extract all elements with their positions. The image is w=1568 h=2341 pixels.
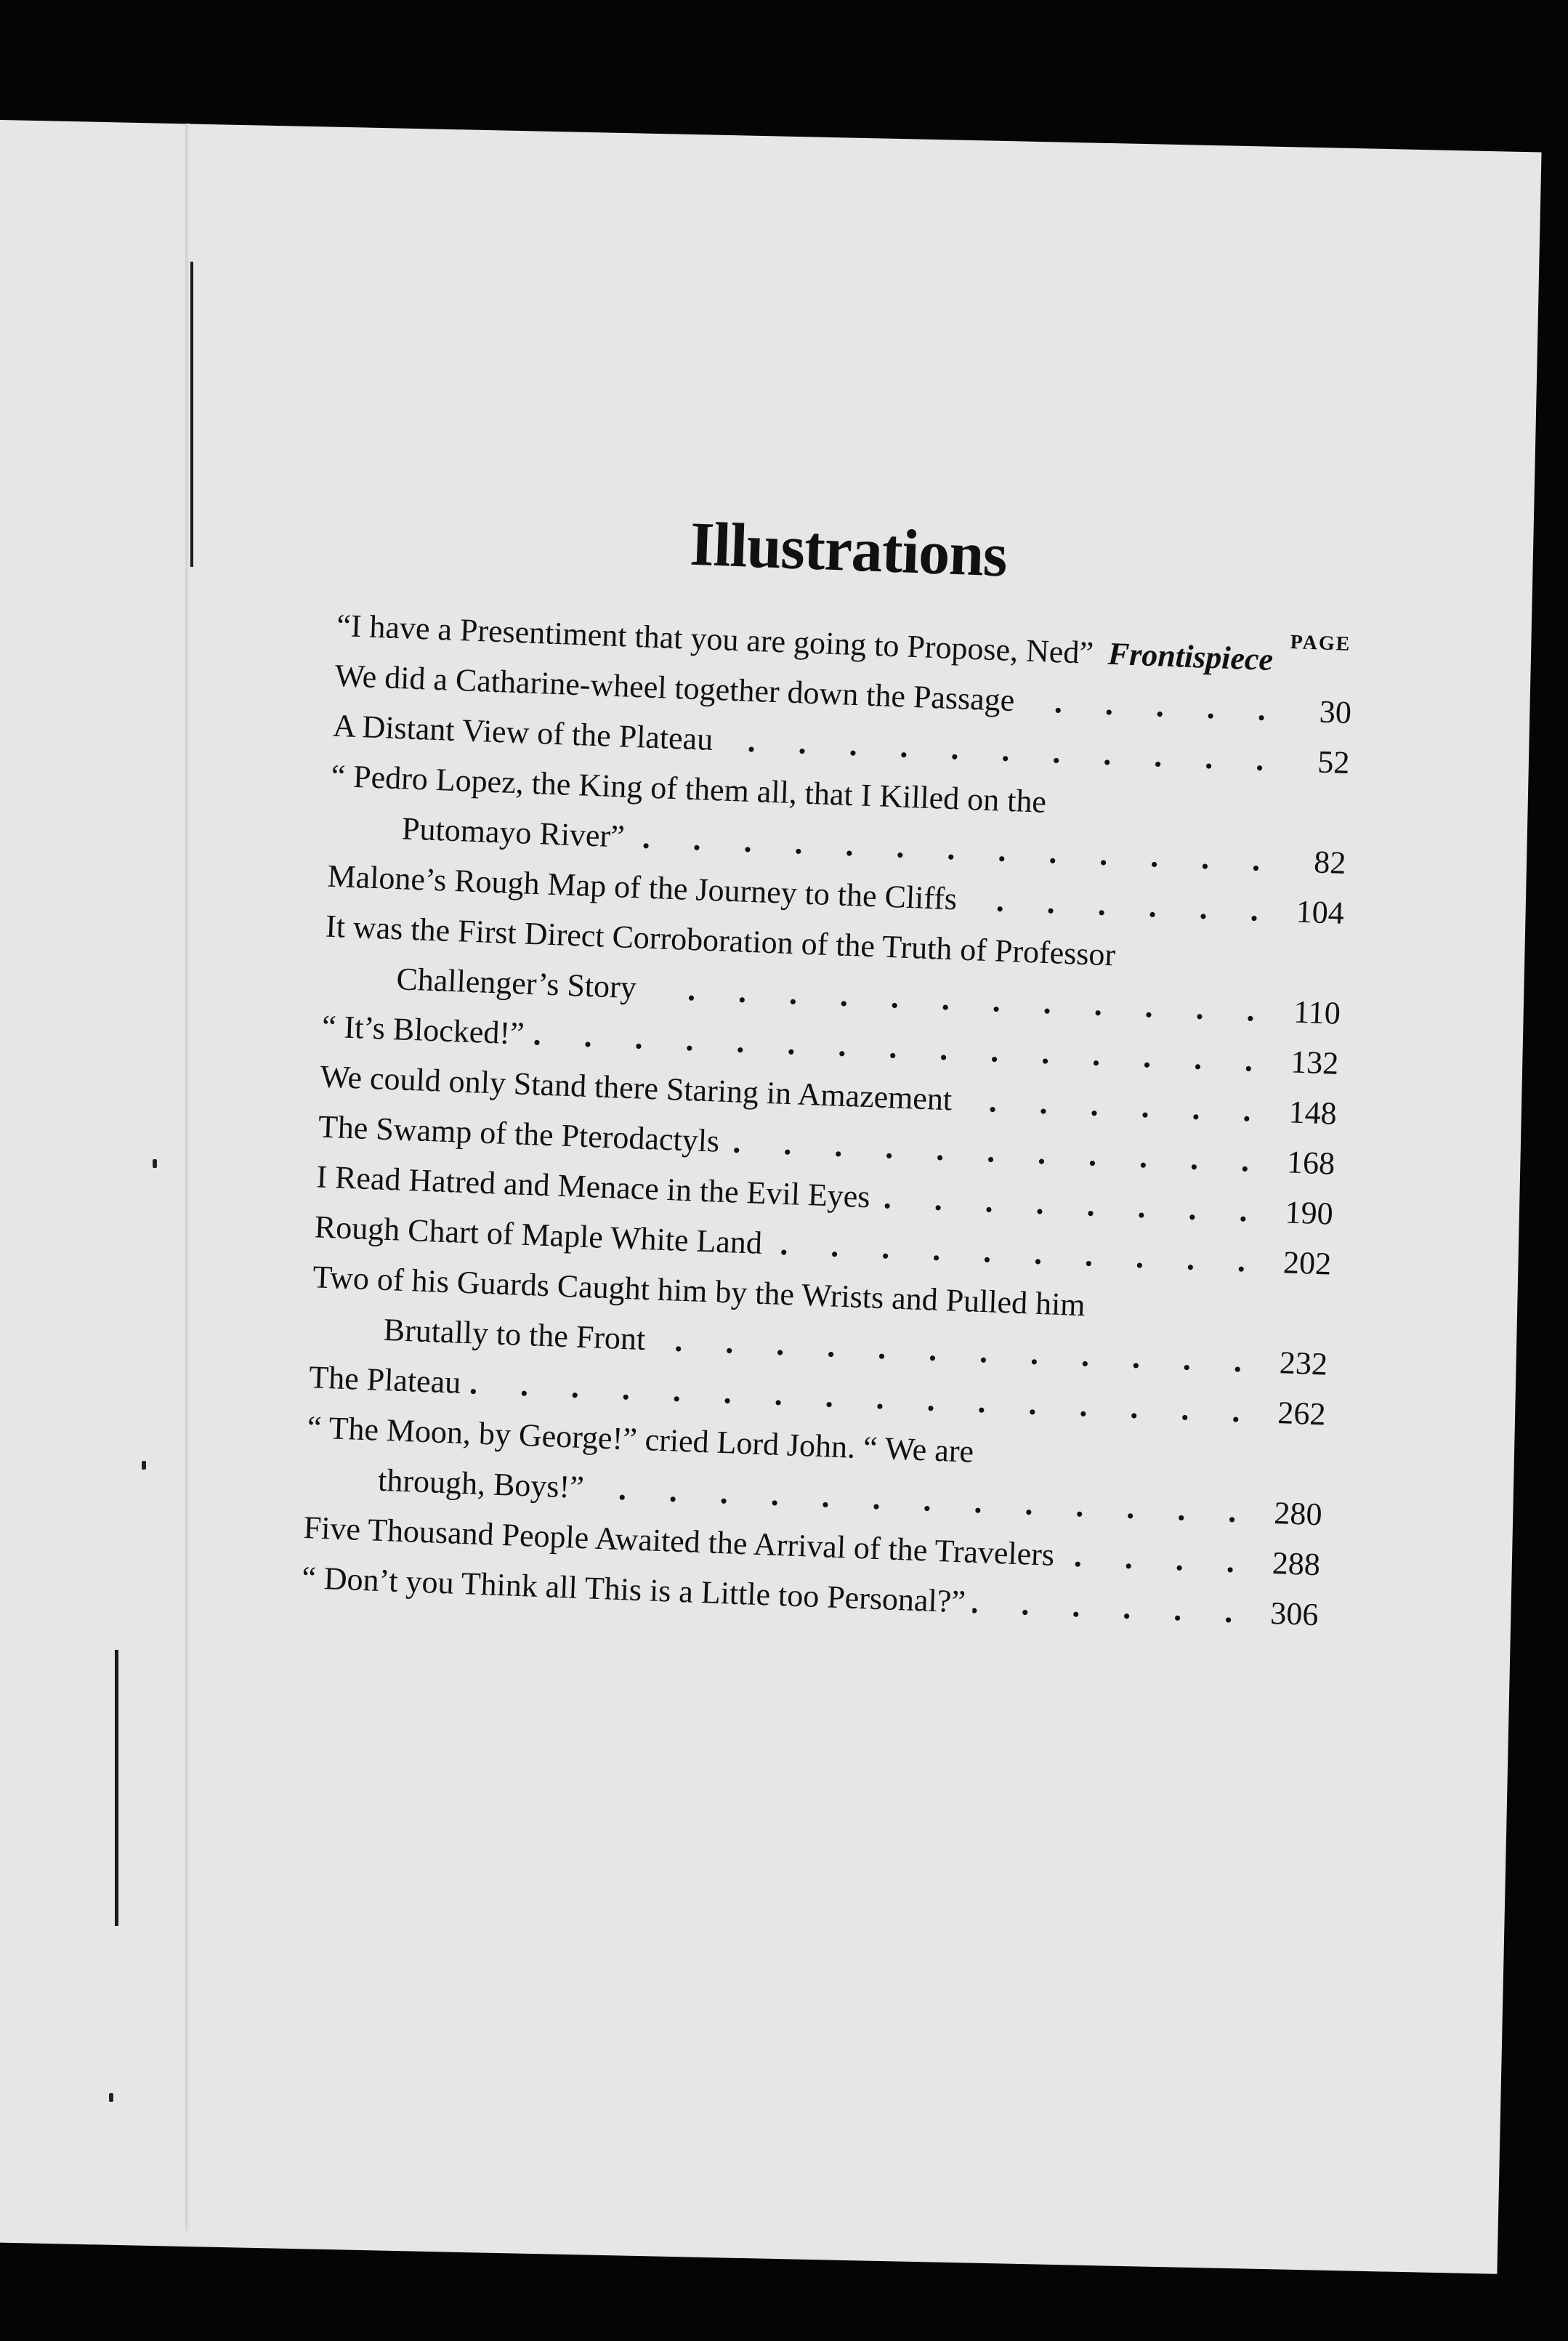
gutter-line-lower: [115, 1650, 118, 1926]
entry-page: 202: [1282, 1244, 1333, 1282]
entry-caption-continued: Putomayo River”: [401, 810, 626, 855]
entry-caption: Rough Chart of Maple White Land: [314, 1209, 763, 1261]
entry-caption: “ Don’t you Think all This is a Little too Personal?”: [301, 1560, 966, 1620]
entry-page: 168: [1286, 1144, 1336, 1182]
entry-page: Frontispiece: [1107, 635, 1274, 678]
entry-caption: The Swamp of the Pterodactyls: [318, 1108, 720, 1159]
dot-leader: [972, 1577, 1251, 1637]
entry-page: 306: [1269, 1595, 1320, 1633]
dot-leader: [1021, 676, 1284, 736]
entry-page: 288: [1272, 1544, 1321, 1583]
dot-leader: [1061, 1530, 1253, 1587]
illustrations-list: [301, 494, 1358, 1640]
entry-page: 52: [1317, 744, 1351, 781]
entry-caption: The Plateau: [308, 1359, 462, 1401]
entry-page: 104: [1295, 893, 1345, 931]
entry-caption: It was the First Direct Corroboration of the Truth of Professor: [325, 908, 1117, 973]
page-speck: [142, 1461, 146, 1470]
entry-caption: Five Thousand People Awaited the Arrival of the Travelers: [302, 1510, 1055, 1573]
entry-caption: “ The Moon, by George!” cried Lord John. “ We are: [307, 1409, 974, 1470]
entry-page: 190: [1284, 1194, 1334, 1232]
entry-page: 232: [1279, 1345, 1328, 1382]
entry-caption-continued: Challenger’s Story: [395, 961, 637, 1006]
entry-caption: Malone’s Rough Map of the Journey to the Cliffs: [326, 858, 958, 917]
entry-page: 110: [1293, 994, 1341, 1031]
entry-caption: We did a Catharine-wheel together down the Passage: [334, 657, 1016, 719]
entry-caption-continued: Brutally to the Front: [383, 1311, 647, 1358]
entry-page: 148: [1288, 1094, 1338, 1132]
entry-caption: “ Pedro Lopez, the King of them all, that I Killed on the: [330, 757, 1047, 820]
entry-page: 30: [1319, 693, 1352, 731]
page-speck: [153, 1159, 157, 1168]
entry-page: 82: [1313, 844, 1347, 881]
entry-page: 132: [1290, 1044, 1340, 1081]
entry-caption: I Read Hatred and Menace in the Evil Eyes: [315, 1159, 871, 1215]
entry-caption: “ It’s Blocked!”: [321, 1008, 525, 1052]
gutter-line-upper: [190, 262, 193, 567]
entry-caption: “I have a Presentiment that you are going to Propose, Ned”: [336, 607, 1094, 672]
entry-caption: Two of his Guards Caught him by the Wrists and Pulled him: [312, 1259, 1086, 1323]
page-column-label: PAGE: [1290, 630, 1351, 656]
page-title: Illustrations: [688, 508, 1009, 590]
entry-page: 262: [1277, 1395, 1327, 1433]
entry-caption: We could only Stand there Staring in Amazement: [319, 1058, 953, 1118]
entry-caption: A Distant View of the Plateau: [332, 707, 714, 757]
page-speck: [109, 2093, 113, 2102]
entry-caption-continued: through, Boys!”: [377, 1462, 585, 1506]
entry-page: 280: [1273, 1494, 1323, 1533]
page-fold-shadow: [185, 124, 190, 2231]
